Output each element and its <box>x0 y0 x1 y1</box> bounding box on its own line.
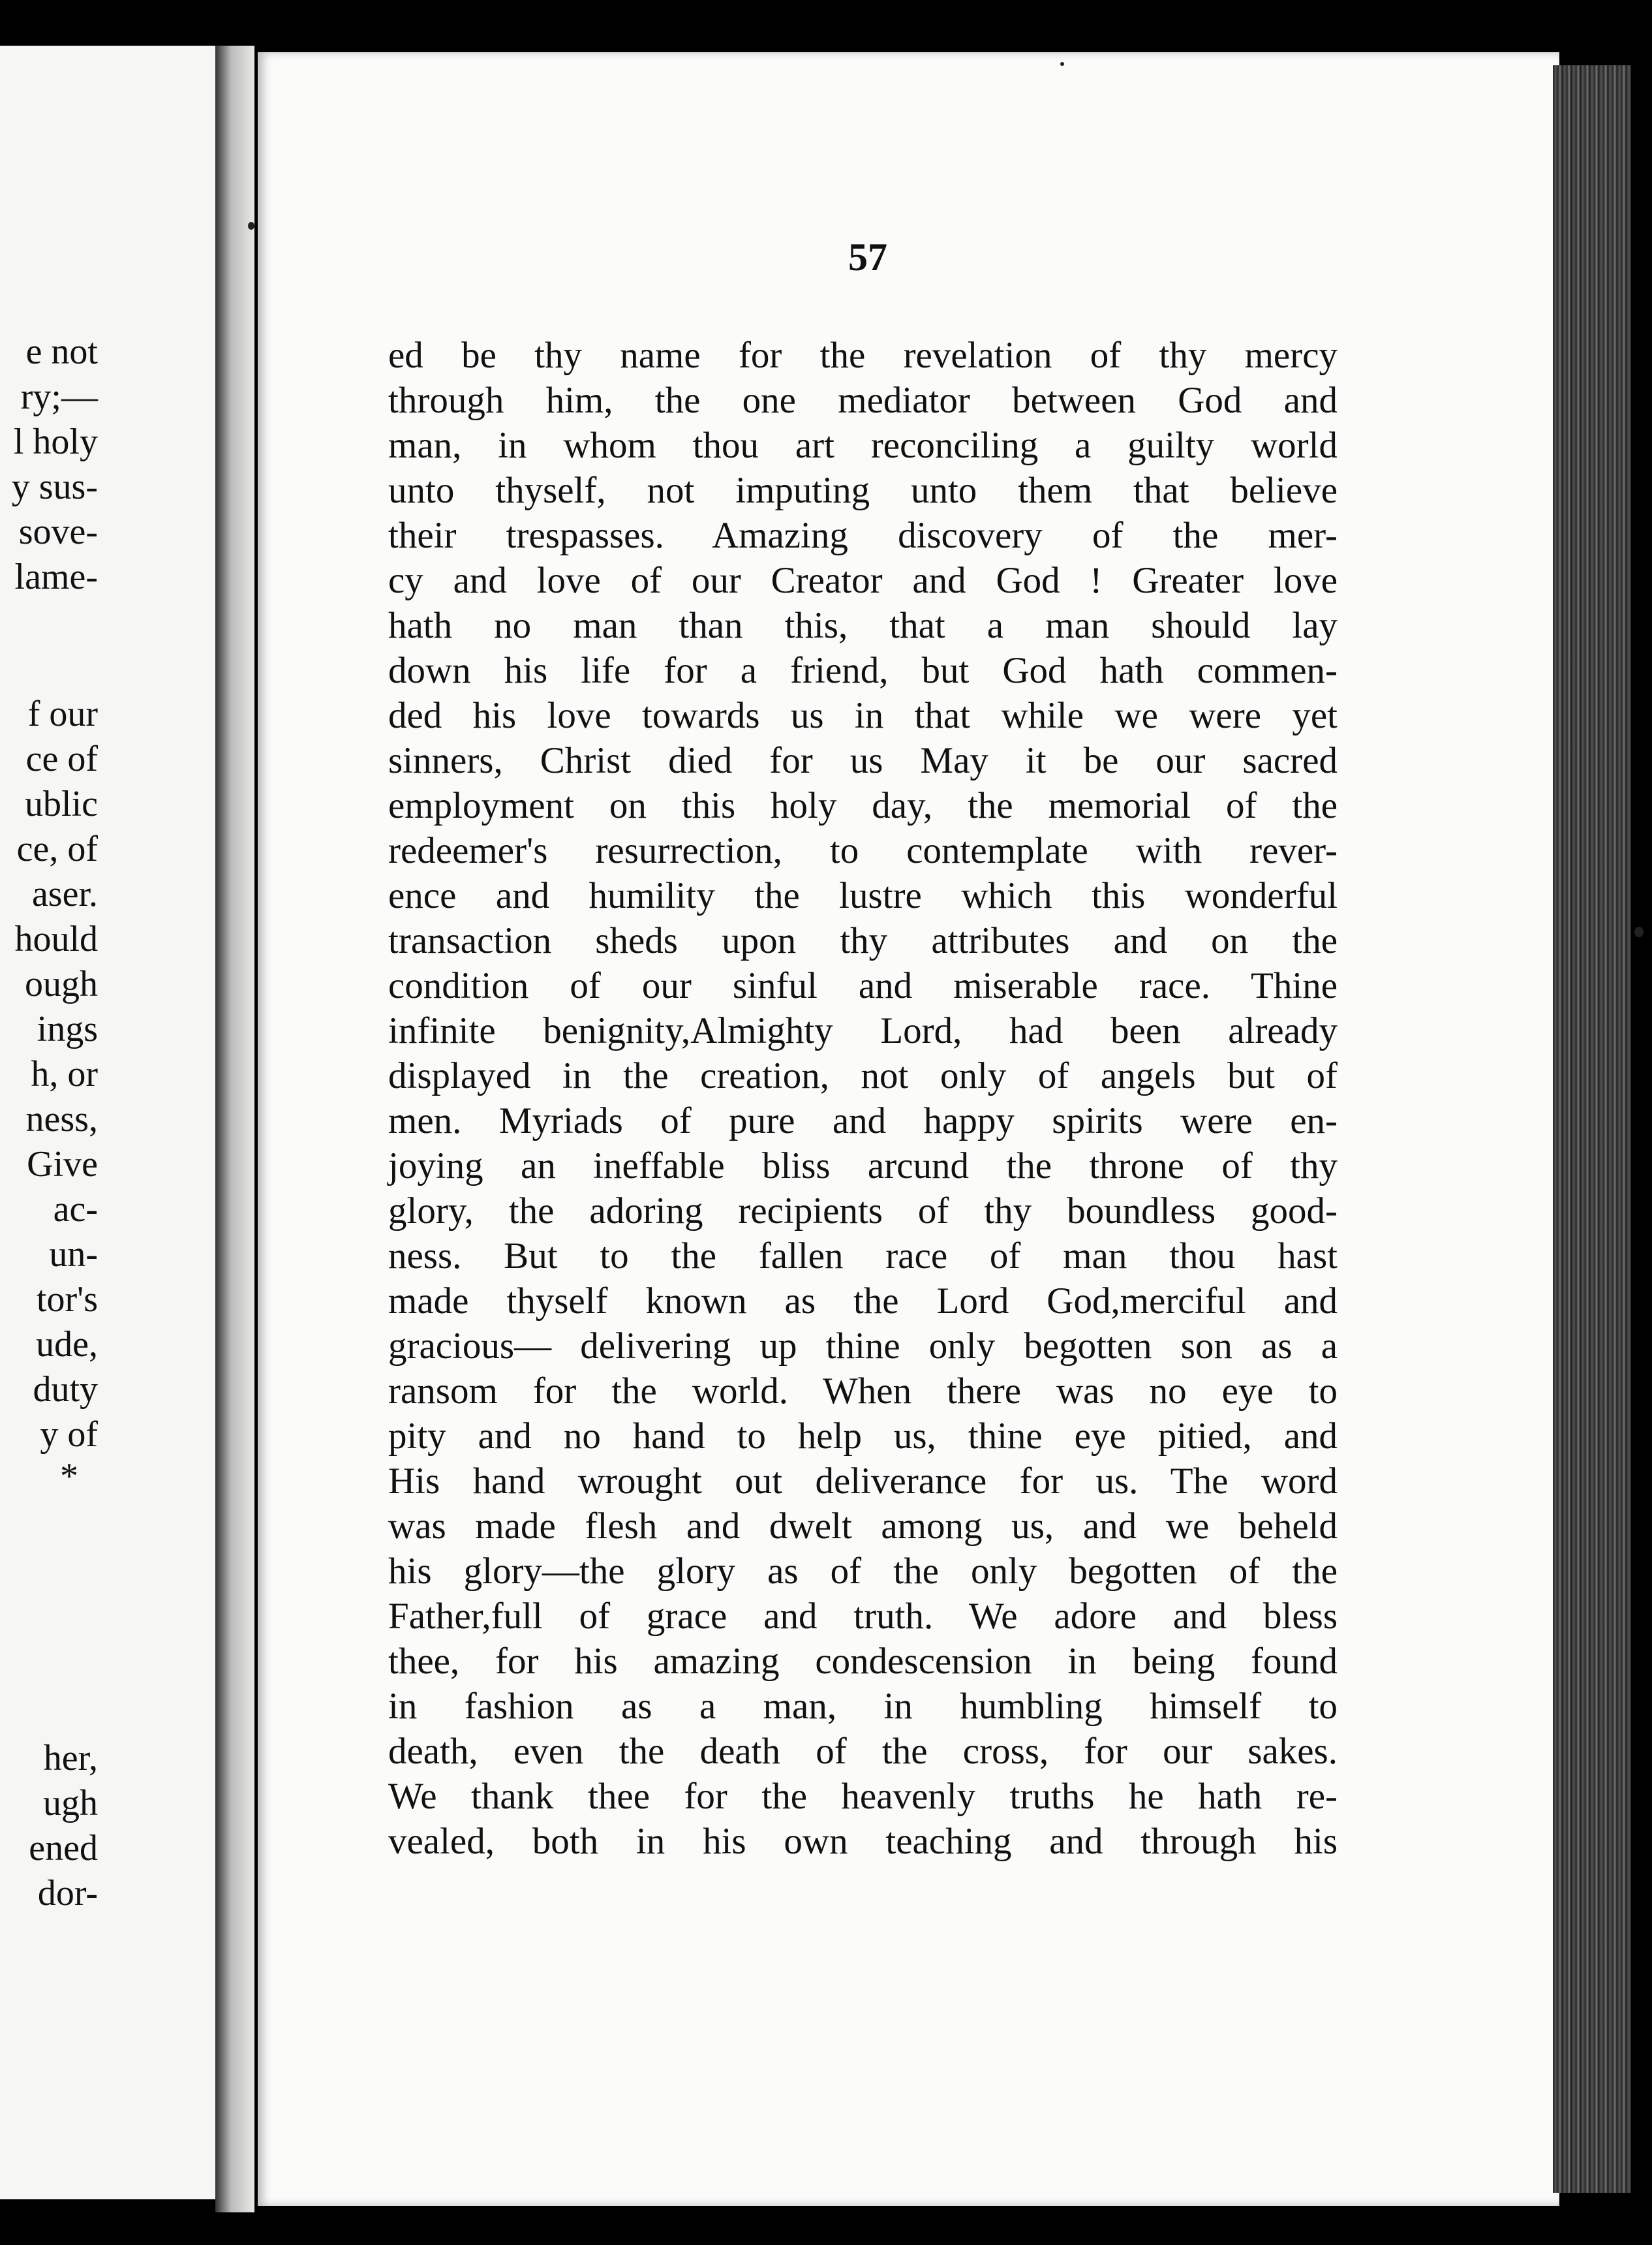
left-fragment: dor- <box>37 1873 98 1913</box>
text-line: thee, for his amazing condescension in being found <box>388 1641 1338 1682</box>
left-fragment: ce of <box>25 739 98 779</box>
text-line: Father,full of grace and truth. We adore and bless <box>388 1596 1338 1637</box>
page-edges <box>1553 65 1631 2193</box>
text-line: death, even the death of the cross, for our sakes. <box>388 1731 1338 1772</box>
left-fragment: e not <box>25 332 98 372</box>
text-line: ness. But to the fallen race of man thou hast <box>388 1235 1338 1277</box>
text-line: ded his love towards us in that while we were yet <box>388 695 1338 736</box>
text-line: joying an ineffable bliss arcund the throne of thy <box>388 1145 1338 1186</box>
text-line: their trespasses. Amazing discovery of the mer- <box>388 515 1338 556</box>
book-gutter <box>215 46 254 2212</box>
left-fragment: ublic <box>25 784 98 824</box>
left-fragment: her, <box>43 1738 98 1778</box>
left-fragment: aser. <box>31 874 98 914</box>
text-line: men. Myriads of pure and happy spirits were en- <box>388 1100 1338 1141</box>
text-line: hath no man than this, that a man should lay <box>388 605 1338 646</box>
text-line: pity and no hand to help us, thine eye pitied, and <box>388 1416 1338 1457</box>
text-line: unto thyself, not imputing unto them that believe <box>388 470 1338 511</box>
text-line: man, in whom thou art reconciling a guilty world <box>388 425 1338 466</box>
text-line: redeemer's resurrection, to contemplate with rever- <box>388 830 1338 871</box>
text-line: His hand wrought out deliverance for us. The word <box>388 1461 1338 1502</box>
left-fragment: hould <box>14 919 98 959</box>
text-line: cy and love of our Creator and God ! Greater love <box>388 560 1338 601</box>
body-text <box>388 333 1338 1864</box>
left-fragment: y sus- <box>11 467 98 507</box>
left-fragment-asterisk: * <box>60 1456 78 1496</box>
left-fragment: ened <box>29 1828 98 1868</box>
page-number: 57 <box>848 236 887 279</box>
left-fragment: Give <box>27 1144 98 1184</box>
text-line: ed be thy name for the revelation of thy mercy <box>388 335 1338 376</box>
left-fragment: y of <box>40 1414 98 1455</box>
left-fragment: ness, <box>25 1099 98 1139</box>
text-line: ransom for the world. When there was no eye to <box>388 1370 1338 1412</box>
left-fragment: ry;— <box>20 377 98 417</box>
text-line: down his life for a friend, but God hath commen- <box>388 650 1338 691</box>
ink-speck <box>248 222 254 230</box>
left-page <box>0 46 219 2199</box>
left-fragment: duty <box>33 1369 98 1410</box>
text-line: displayed in the creation, not only of angels but of <box>388 1055 1338 1096</box>
text-line: infinite benignity,Almighty Lord, had been already <box>388 1010 1338 1051</box>
ink-speck <box>1060 62 1064 66</box>
text-line: sinners, Christ died for us May it be our sacred <box>388 740 1338 781</box>
left-fragment: ac- <box>53 1189 98 1230</box>
text-line: transaction sheds upon thy attributes and on the <box>388 920 1338 961</box>
text-line: glory, the adoring recipients of thy boundless good- <box>388 1190 1338 1231</box>
left-fragment: lame- <box>14 557 98 597</box>
ink-speck <box>1634 927 1644 937</box>
text-line: ence and humility the lustre which this wonderful <box>388 875 1338 916</box>
text-line: in fashion as a man, in humbling himself to <box>388 1686 1338 1727</box>
left-fragment: sove- <box>18 512 98 552</box>
left-fragment: ings <box>37 1009 98 1049</box>
left-fragment: ce, of <box>16 829 98 869</box>
left-fragment: h, or <box>31 1054 98 1094</box>
left-fragment: tor's <box>36 1279 98 1320</box>
text-line: condition of our sinful and miserable race. Thine <box>388 965 1338 1006</box>
left-fragment: un- <box>49 1234 98 1275</box>
text-line: his glory—the glory as of the only begotten of the <box>388 1551 1338 1592</box>
left-fragment: ough <box>25 964 98 1004</box>
left-fragment: ude, <box>36 1324 98 1365</box>
text-line: gracious— delivering up thine only begotten son as a <box>388 1325 1338 1367</box>
text-line: was made flesh and dwelt among us, and we beheld <box>388 1506 1338 1547</box>
text-line: vealed, both in his own teaching and through his <box>388 1821 1338 1862</box>
left-fragment: f our <box>27 694 98 734</box>
text-line: made thyself known as the Lord God,merciful and <box>388 1280 1338 1322</box>
left-fragment: ugh <box>43 1783 98 1823</box>
text-line: through him, the one mediator between God and <box>388 380 1338 421</box>
left-fragment: l holy <box>13 422 98 462</box>
text-line: employment on this holy day, the memorial of the <box>388 785 1338 826</box>
text-line: We thank thee for the heavenly truths he hath re- <box>388 1776 1338 1817</box>
